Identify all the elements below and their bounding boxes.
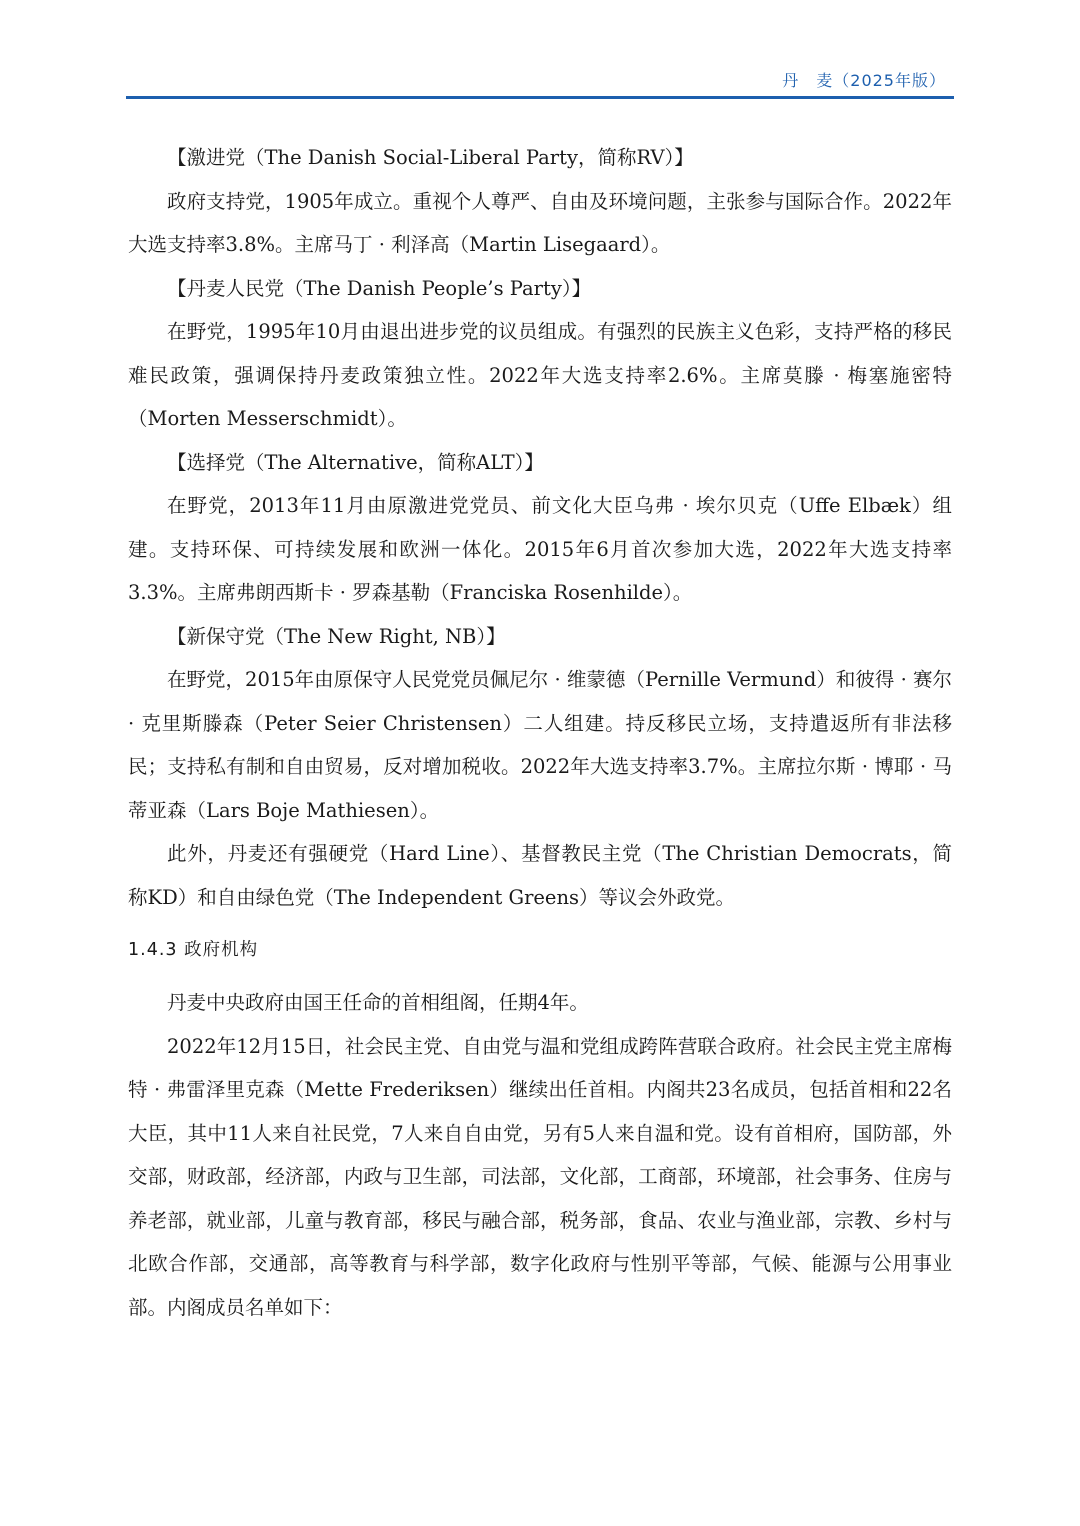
- party-heading-nb: 【新保守党（The New Right, NB）】: [167, 624, 506, 648]
- party-heading-df: 【丹麦人民党（The Danish People’s Party）】: [167, 276, 592, 300]
- page-header: [126, 62, 954, 99]
- other-parties-paragraph: 此外，丹麦还有强硬党（Hard Line）、基督教民主党（The Christian Democrats，简称KD）和自由绿色党（The Independent Greens）等议会外政党。: [128, 842, 952, 909]
- party-text-alt: 在野党，2013年11月由原激进党党员、前文化大臣乌弗 · 埃尔贝克（Uffe Elbæk）组建。支持环保、可持续发展和欧洲一体化。2015年6月首次参加大选，2022年大选支持率3.3%。主席弗朗西斯卡 · 罗森基勒（Franciska Rosenhilde）。: [128, 494, 952, 604]
- document-body: [128, 136, 952, 1329]
- section-title: 1.4.3 政府机构: [128, 940, 259, 960]
- party-heading-rv: 【激进党（The Danish Social-Liberal Party，简称RV）】: [167, 146, 694, 169]
- party-text-df: 在野党，1995年10月由退出进步党的议员组成。有强烈的民族主义色彩，支持严格的移民难民政策，强调保持丹麦政策独立性。2022年大选支持率2.6%。主席莫滕 · 梅塞施密特（Morten Messerschmidt）。: [128, 320, 952, 430]
- header-title: 丹 麦（2025年版）: [782, 71, 946, 90]
- government-paragraph-1: 丹麦中央政府由国王任命的首相组阁，任期4年。: [167, 991, 589, 1014]
- party-heading-alt: 【选择党（The Alternative，简称ALT）】: [167, 450, 544, 474]
- government-paragraph-2: 2022年12月15日，社会民主党、自由党与温和党组成跨阵营联合政府。社会民主党主席梅特 · 弗雷泽里克森（Mette Frederiksen）继续出任首相。内阁共23名成员，包括首相和22名大臣，其中11人来自社民党，7人来自自由党，另有5人来自温和党。设有首相府，国防部，外交部，财政部，经济部，内政与卫生部，司法部，文化部，工商部，环境部，社会事务、住房与养老部，就业部，儿童与教育部，移民与融合部，税务部，食品、农业与渔业部，宗教、乡村与北欧合作部，交通部，高等教育与科学部，数字化政府与性别平等部，气候、能源与公用事业部。内阁成员名单如下：: [128, 1034, 952, 1319]
- party-text-nb: 在野党，2015年由原保守人民党党员佩尼尔 · 维蒙德（Pernille Vermund）和彼得 · 赛尔 · 克里斯滕森（Peter Seier Christensen）二人组建。持反移民立场，支持遣返所有非法移民；支持私有制和自由贸易，反对增加税收。2022年大选支持率3.7%。主席拉尔斯 · 博耶 · 马蒂亚森（Lars Boje Mathiesen）。: [128, 668, 952, 822]
- party-text-rv: 政府支持党，1905年成立。重视个人尊严、自由及环境问题，主张参与国际合作。2022年大选支持率3.8%。主席马丁 · 利泽高（Martin Lisegaard）。: [128, 189, 952, 256]
